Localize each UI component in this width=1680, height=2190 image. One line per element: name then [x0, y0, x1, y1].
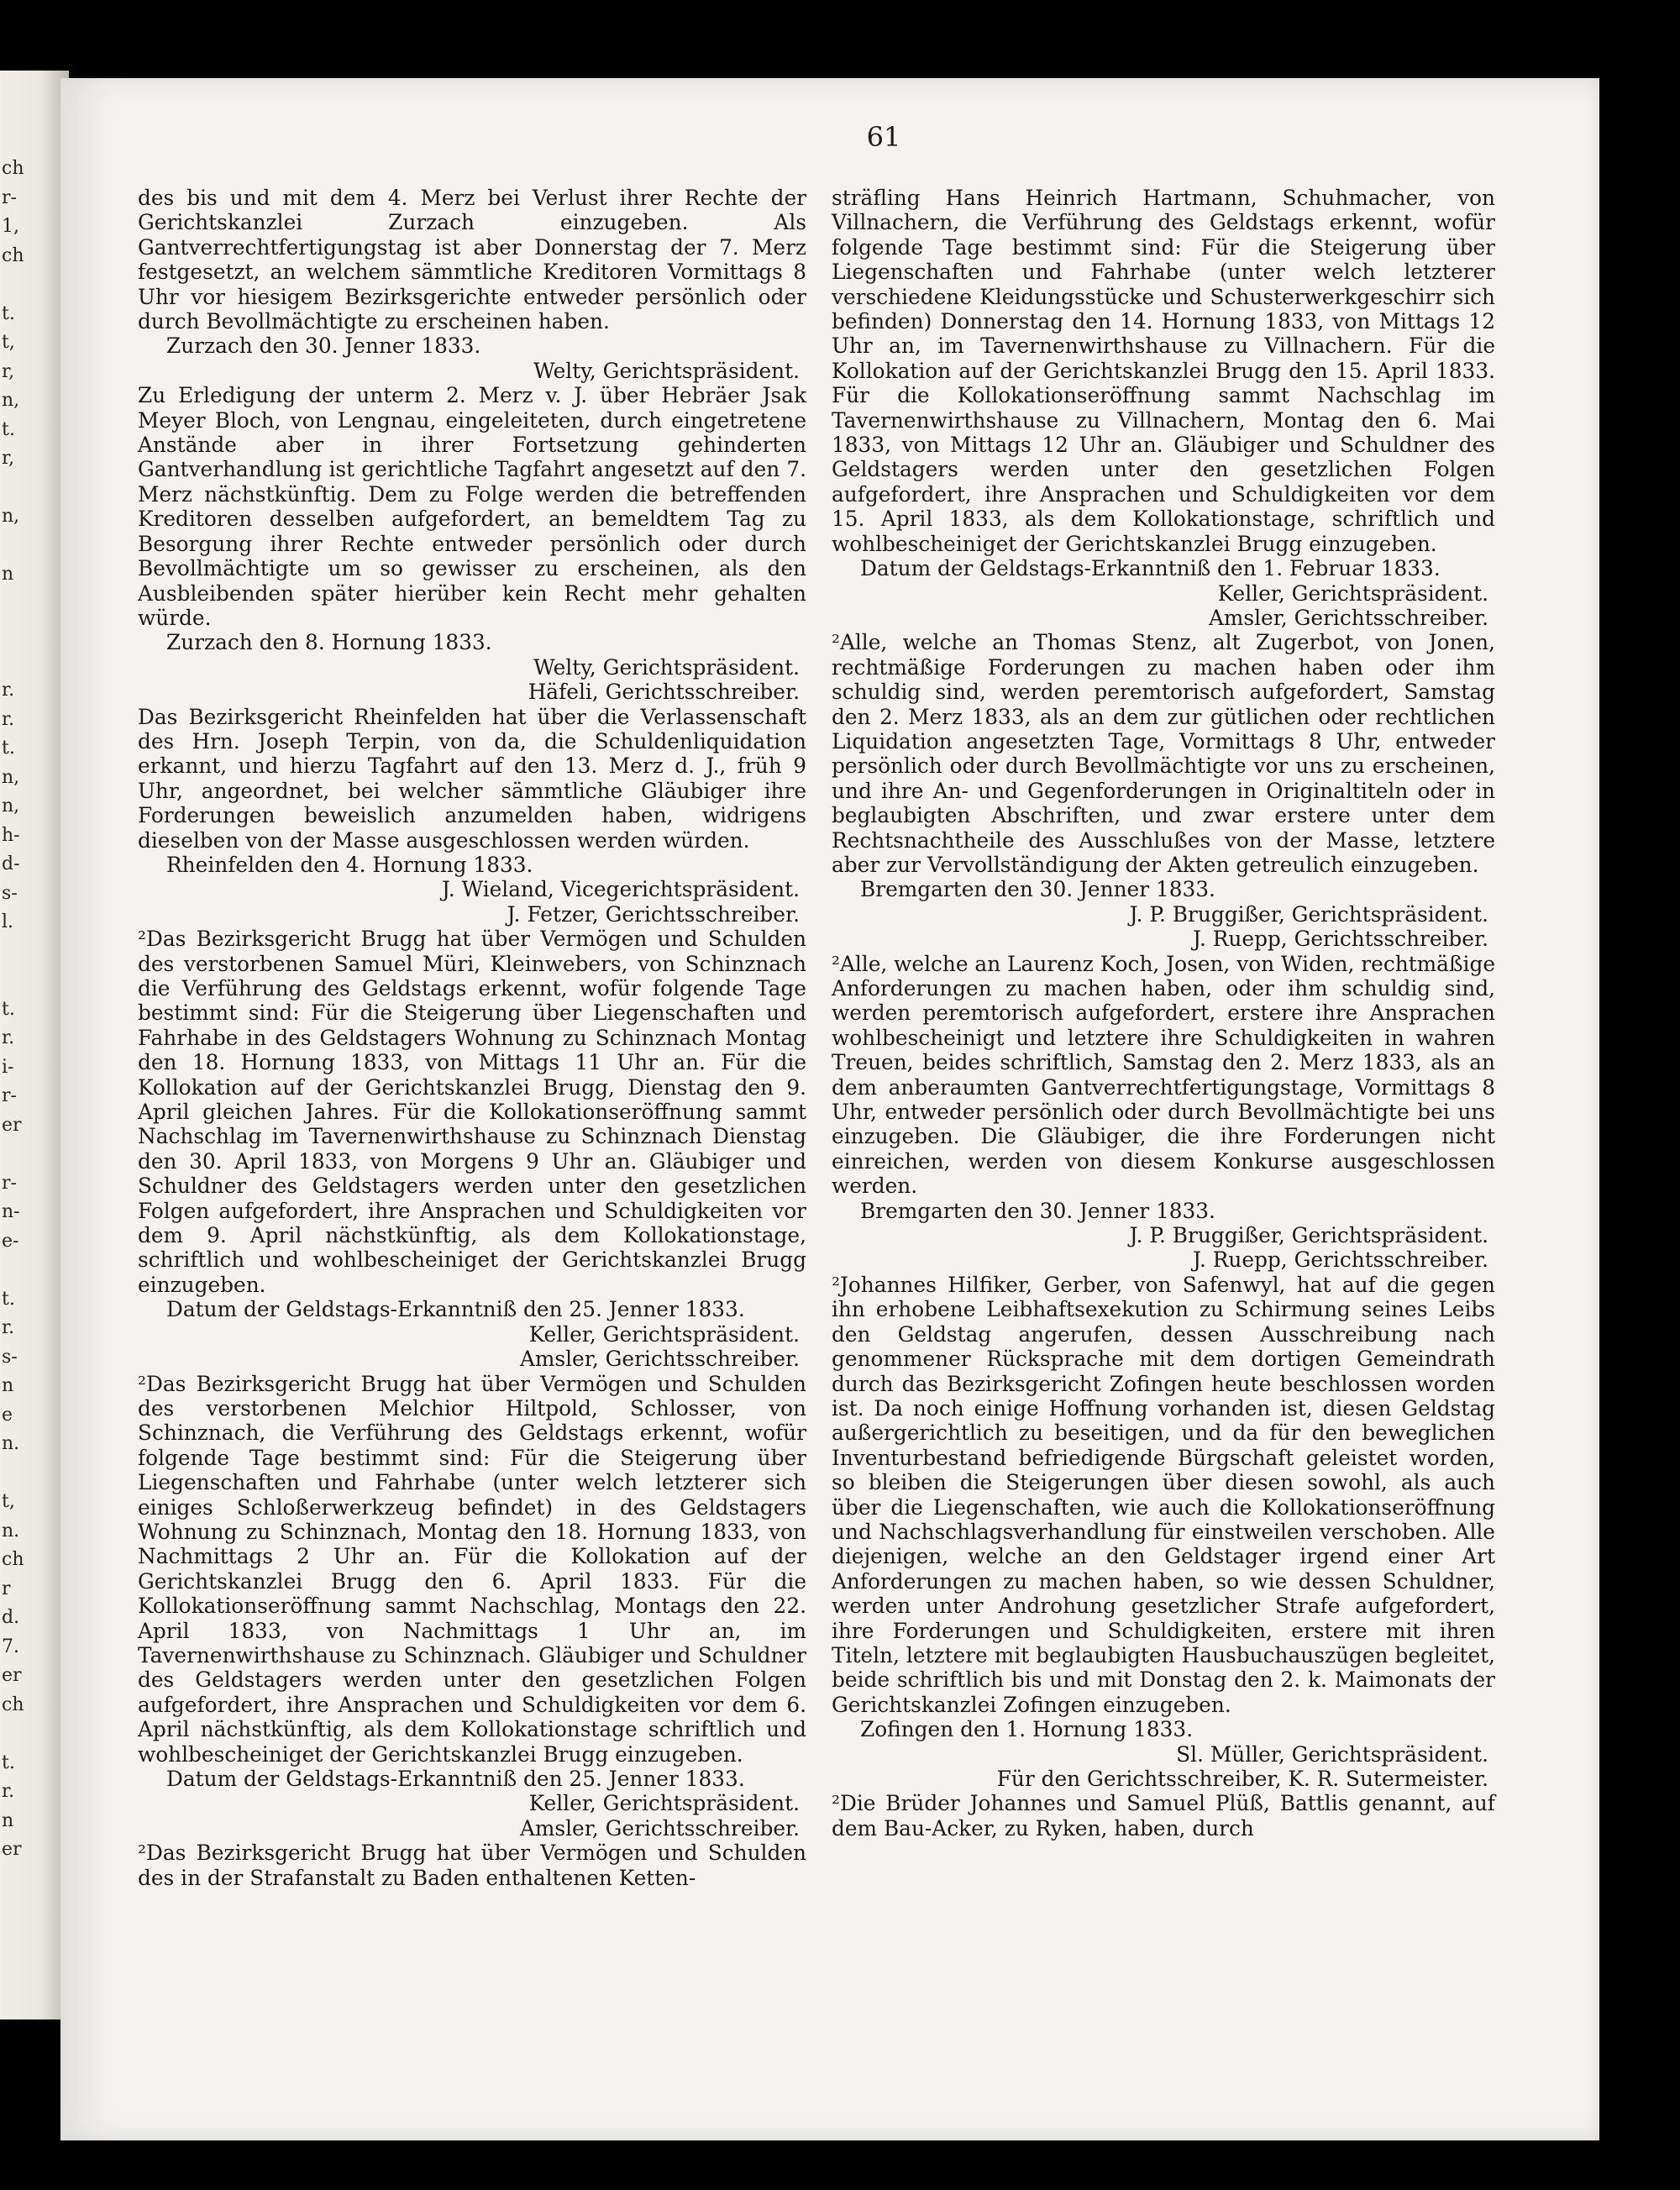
text-block-signature: J. Wieland, Vicegerichtspräsident.	[441, 877, 800, 902]
margin-fragment: r	[2, 1578, 11, 1599]
page-number: 61	[866, 121, 901, 153]
margin-fragment: ch	[2, 244, 24, 266]
margin-fragment: 1,	[2, 216, 19, 237]
margin-fragment: n-	[2, 1201, 20, 1222]
text-block-notice: des bis und mit dem 4. Merz bei Verlust ihrer Rechte der Gerichtskanzlei Zurzach einzugeben. Als Gantverrechtfertigungstag ist aber Donnerstag der 7. Merz festgesetzt, an welchem sämmtliche Kreditoren Vormittags 8 Uhr vor hiesigem Bezirksgerichte entweder persönlich oder durch Bevollmächtigte zu erscheinen haben.	[138, 186, 806, 334]
text-block-signature: J. Ruepp, Gerichtsschreiber.	[1192, 1247, 1488, 1273]
text-block-dateline: Rheinfelden den 4. Hornung 1833.	[166, 852, 533, 877]
text-block-notice: ²Johannes Hilfiker, Gerber, von Safenwyl, hat auf die gegen ihn erhobene Leibhaftsexekution zu Schirmung seines Leibs den Geldstag angerufen, dessen Ausschreibung nach genommener Rücksprache mit dem dortigen Gemeindrath durch das Bezirksgericht Zofingen heute beschlossen worden ist. Da noch einige Hoffnung vorhanden ist, diesen Geldstag außergerichtlich zu beseitigen, und da für den beweglichen Inventurbestand befriedigende Bürgschaft geleistet worden, so bleiben die Steigerungen über diesen sowohl, als auch über die Liegenschaften, wie auch die Kollokationseröffnung und Nachschlagsverhandlung für einstweilen verschoben. Alle diejenigen, welche an den Geldstager irgend einer Art Anforderungen zu machen haben, so wie dessen Schuldner, werden unter Androhung gesetzlicher Strafe aufgefordert, ihre Forderungen und Schuldigkeiten, erstere mit ihren Titeln, letztere mit beglaubigten Hausbuchauszügen begleitet, beide schriftlich bis und mit Donstag den 2. k. Maimonats der Gerichtskanzlei Zofingen einzugeben.	[832, 1272, 1495, 1717]
text-block-notice: Zu Erledigung der unterm 2. Merz v. J. über Hebräer Jsak Meyer Bloch, von Lengnau, eingeleiteten, durch eingetretene Anstände aber in ihrer Fortsetzung gehinderten Gantverhandlung ist gerichtliche Tagfahrt angesetzt auf den 7. Merz nächstkünftig. Dem zu Folge werden die betreffenden Kreditoren desselben aufgefordert, an bemeldtem Tag zu Besorgung ihrer Rechte entweder persönlich oder durch Bevollmächtigte um so gewisser zu erscheinen, als den Ausbleibenden später hierüber kein Recht mehr gehalten würde.	[138, 383, 806, 630]
newspaper-page	[60, 78, 1599, 2140]
margin-fragment: r.	[2, 1781, 15, 1802]
margin-fragment: r.	[2, 680, 15, 701]
margin-fragment: r,	[2, 448, 15, 469]
text-block-notice: ²Die Brüder Johannes und Samuel Plüß, Battlis genannt, auf dem Bau-Acker, zu Ryken, haben, durch	[832, 1791, 1495, 1841]
margin-fragment: r.	[2, 1027, 15, 1048]
margin-fragment: r.	[2, 1317, 15, 1338]
text-block-signature-mid: Für den Gerichtsschreiber, K. R. Sutermeister.	[996, 1767, 1488, 1791]
margin-fragment: t.	[2, 738, 15, 759]
margin-fragment: d-	[2, 853, 20, 874]
margin-fragment: t.	[2, 1288, 15, 1310]
margin-fragment: t.	[2, 998, 15, 1020]
text-block-signature: Amsler, Gerichtsschreiber.	[1208, 605, 1488, 630]
text-block-notice: ²Das Bezirksgericht Brugg hat über Vermögen und Schulden des verstorbenen Melchior Hiltpold, Schlosser, von Schinznach, die Verführung des Geldstags erkennt, wofür folgende Tage bestimmt sind: Für die Steigerung über Liegenschaften und Fahrhabe (unter welch letzterer sich einiges Schloßerwerkzeug befindet) in des Geldstagers Wohnung zu Schinznach, Montag den 18. Hornung 1833, von Nachmittags 2 Uhr an. Für die Kollokation auf der Gerichtskanzlei Brugg den 6. April 1833. Für die Kollokationseröffnung sammt Nachschlag, Montags den 22. April 1833, von Nachmittags 1 Uhr an, im Tavernenwirthshause zu Schinznach. Gläubiger und Schuldner des Geldstagers werden unter den gesetzlichen Folgen aufgefordert, ihre Ansprachen und Schuldigkeiten vor dem 6. April nächstkünftig, als dem Kollokationstage schriftlich und wohlbescheiniget der Gerichtskanzlei Brugg einzugeben.	[138, 1371, 806, 1767]
text-block-signature: Häfeli, Gerichtsschreiber.	[528, 680, 800, 705]
margin-fragment: n	[2, 1375, 14, 1396]
margin-fragment: d.	[2, 1607, 20, 1628]
margin-fragment: r-	[2, 186, 17, 208]
text-block-signature: Sl. Müller, Gerichtspräsident.	[1176, 1741, 1488, 1767]
margin-fragment: ch	[2, 1694, 24, 1715]
margin-fragment: n	[2, 564, 14, 585]
margin-fragment: e-	[2, 1230, 19, 1252]
margin-fragment: l.	[2, 911, 14, 932]
margin-fragment: r,	[2, 360, 15, 382]
text-block-dateline: Datum der Geldstags-Erkanntniß den 1. Februar 1833.	[860, 556, 1441, 581]
margin-fragment: e	[2, 1404, 13, 1426]
text-block-signature: J. Fetzer, Gerichtsschreiber.	[507, 901, 800, 927]
margin-fragment: t.	[2, 1751, 15, 1773]
margin-fragment: t,	[2, 1491, 15, 1512]
margin-fragment: r-	[2, 1172, 17, 1194]
text-block-signature: Amsler, Gerichtsschreiber.	[519, 1815, 800, 1841]
margin-fragment: h-	[2, 824, 20, 846]
margin-fragment: 7.	[2, 1636, 19, 1657]
text-block-signature: Keller, Gerichtspräsident.	[1217, 580, 1488, 606]
text-block-signature: J. P. Bruggißer, Gerichtspräsident.	[1129, 901, 1488, 927]
margin-fragment: t.	[2, 418, 15, 440]
margin-fragment: s-	[2, 882, 18, 904]
margin-fragment: n,	[2, 390, 20, 411]
margin-fragment: n	[2, 1809, 14, 1831]
text-block-notice: ²Das Bezirksgericht Brugg hat über Vermögen und Schulden des in der Strafanstalt zu Baden enthaltenen Ketten-	[138, 1841, 806, 1890]
text-block-notice: ²Das Bezirksgericht Brugg hat über Vermögen und Schulden des verstorbenen Samuel Müri, Kleinwebers, von Schinznach die Verführung des Geldstags erkennt, wofür folgende Tage bestimmt sind: Für die Steigerung über Liegenschaften und Fahrhabe in des Geldstagers Wohnung zu Schinznach Montag den 18. Hornung 1833, von Mittags 11 Uhr an. Für die Kollokation auf der Gerichtskanzlei Brugg, Dienstag den 9. April gleichen Jahres. Für die Kollokationseröffnung sammt Nachschlag im Tavernenwirthshause zu Schinznach Dienstag den 30. April 1833, von Morgens 9 Uhr an. Gläubiger und Schuldner des Geldstagers werden unter den gesetzlichen Folgen aufgefordert, ihre Ansprachen und Schuldigkeiten vor dem 9. April nächstkünftig, als dem Kollokationstage, schriftlich und wohlbescheiniget der Gerichtskanzlei Brugg einzugeben.	[138, 927, 806, 1297]
text-block-dateline: Bremgarten den 30. Jenner 1833.	[860, 877, 1215, 902]
text-block-dateline: Datum der Geldstags-Erkanntniß den 25. Jenner 1833.	[166, 1297, 745, 1322]
margin-fragment: ch	[2, 1549, 24, 1570]
text-block-notice: ²Alle, welche an Laurenz Koch, Josen, von Widen, rechtmäßige Anforderungen zu machen haben, oder ihm schuldig sind, werden peremtorisch aufgefordert, erstere ihre Ansprachen wohlbescheinigt und letztere ihre Schuldigkeiten in wahren Treuen, beides schriftlich, Samstag den 2. Merz 1833, als an dem anberaumten Gantverrechtfertigungstage, Vormittags 8 Uhr, entweder persönlich oder durch Bevollmächtigte bei uns einzugeben. Die Gläubiger, die ihre Forderungen nicht einreichen, werden von diesem Konkurse ausgeschlossen werden.	[832, 951, 1495, 1199]
text-block-notice: Das Bezirksgericht Rheinfelden hat über die Verlassenschaft des Hrn. Joseph Terpin, von da, die Schuldenliquidation erkannt, und hierzu Tagfahrt auf den 13. Merz d. J., früh 9 Uhr, angeordnet, bei welcher sämmtliche Gläubiger ihre Forderungen beweislich anzumelden haben, widrigens dieselben von der Masse ausgeschlossen werden würden.	[138, 704, 806, 853]
margin-fragment: t,	[2, 332, 15, 353]
margin-fragment: r-	[2, 1085, 17, 1106]
margin-fragment: ch	[2, 158, 24, 179]
left-column	[138, 186, 806, 1890]
text-block-signature: J. Ruepp, Gerichtsschreiber.	[1192, 927, 1488, 952]
right-column	[832, 186, 1495, 1841]
text-block-signature: Keller, Gerichtspräsident.	[528, 1321, 800, 1347]
margin-fragment: t.	[2, 302, 15, 324]
margin-fragment: n,	[2, 796, 20, 817]
text-block-notice: ²Alle, welche an Thomas Stenz, alt Zugerbot, von Jonen, rechtmäßige Forderungen zu machen haben oder ihm schuldig sind, werden peremtorisch aufgefordert, Samstag den 2. Merz 1833, als an dem zur gütlichen oder rechtlichen Liquidation angesetzten Tage, Vormittags 8 Uhr, entweder persönlich oder durch Bevollmächtigte vor uns zu erscheinen, und ihre An- und Gegenforderungen in Originaltiteln oder in beglaubigten Abschriften, und zwar erstere unter dem Rechtsnachtheile des Ausschlußes von der Masse, letztere aber zur Vervollständigung der Akten getreulich einzugeben.	[832, 630, 1495, 877]
text-block-dateline: Zurzach den 8. Hornung 1833.	[166, 630, 492, 655]
text-block-dateline: Zofingen den 1. Hornung 1833.	[860, 1717, 1194, 1742]
text-block-dateline: Bremgarten den 30. Jenner 1833.	[860, 1198, 1215, 1223]
text-block-signature: J. P. Bruggißer, Gerichtspräsident.	[1129, 1223, 1488, 1248]
margin-fragment: n.	[2, 1520, 20, 1541]
margin-fragment: s-	[2, 1346, 18, 1368]
text-block-notice: sträfling Hans Heinrich Hartmann, Schuhmacher, von Villnachern, die Verführung des Geldstags erkennt, wofür folgende Tage bestimmt sind: Für die Steigerung über Liegenschaften und Fahrhabe (unter welch letzterer verschiedene Kleidungsstücke und Schusterwerkgeschirr sich befinden) Donnerstag den 14. Hornung 1833, von Mittags 12 Uhr an, im Tavernenwirthshause zu Villnachern. Für die Kollokation auf der Gerichtskanzlei Brugg den 15. April 1833. Für die Kollokationseröffnung sammt Nachschlag im Tavernenwirthshause zu Villnachern, Montag den 6. Mai 1833, von Mittags 12 Uhr an. Gläubiger und Schuldner des Geldstagers werden unter den gesetzlichen Folgen aufgefordert, ihre Ansprachen und Schuldigkeiten vor dem 15. April 1833, als dem Kollokationstage, schriftlich und wohlbescheiniget der Gerichtskanzlei Brugg einzugeben.	[832, 186, 1495, 556]
margin-fragment: er	[2, 1665, 22, 1686]
margin-fragment: r.	[2, 708, 15, 730]
margin-fragment: n,	[2, 766, 20, 788]
text-block-dateline: Datum der Geldstags-Erkanntniß den 25. Jenner 1833.	[166, 1767, 745, 1791]
margin-fragment: er	[2, 1839, 22, 1860]
margin-fragment: i-	[2, 1056, 14, 1078]
margin-fragment: n.	[2, 1433, 20, 1454]
text-block-dateline: Zurzach den 30. Jenner 1833.	[166, 333, 481, 359]
text-block-signature: Welty, Gerichtspräsident.	[533, 654, 800, 680]
text-block-signature: Keller, Gerichtspräsident.	[528, 1791, 800, 1816]
margin-fragment: er	[2, 1114, 22, 1136]
text-block-signature: Welty, Gerichtspräsident.	[533, 358, 800, 383]
margin-fragment: n,	[2, 506, 20, 527]
text-block-signature: Amsler, Gerichtsschreiber.	[519, 1347, 800, 1372]
